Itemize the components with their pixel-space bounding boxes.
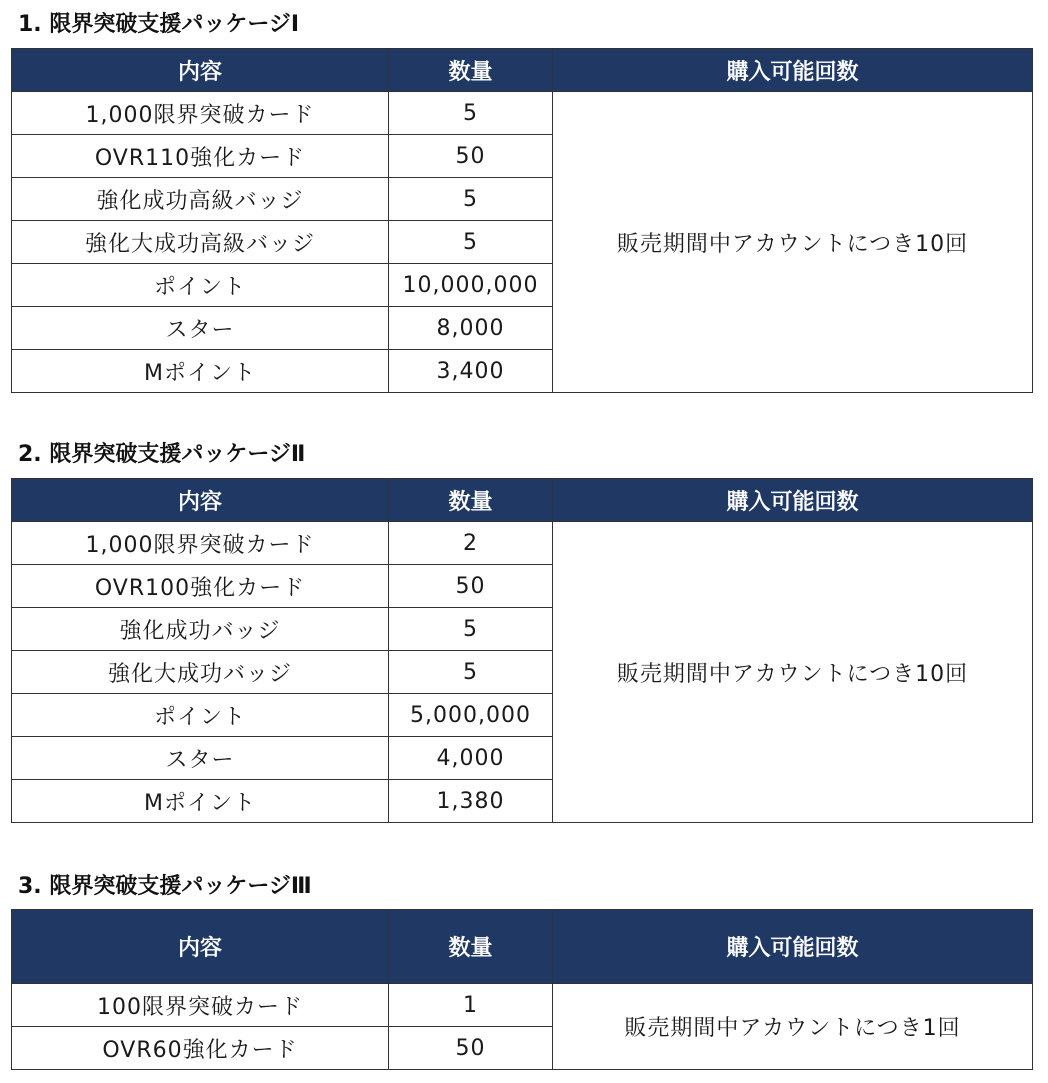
item-quantity: 5 <box>389 178 553 221</box>
item-name: OVR100強化カード <box>12 565 389 608</box>
item-quantity: 5,000,000 <box>389 694 553 737</box>
item-quantity: 50 <box>389 135 553 178</box>
package-3-title: 3. 限界突破支援パッケージⅢ <box>18 874 312 899</box>
header-purchase-limit: 購入可能回数 <box>553 479 1033 522</box>
table-row <box>12 522 1033 565</box>
table-header-row <box>12 479 1033 522</box>
header-quantity: 数量 <box>389 49 553 92</box>
item-name: Mポイント <box>12 780 389 823</box>
item-quantity: 5 <box>389 92 553 135</box>
item-name: 1,000限界突破カード <box>12 92 389 135</box>
item-quantity: 4,000 <box>389 737 553 780</box>
purchase-limit: 販売期間中アカウントにつき1回 <box>553 984 1033 1070</box>
item-quantity: 1,380 <box>389 780 553 823</box>
item-name: Mポイント <box>12 350 389 393</box>
item-name: 強化成功高級バッジ <box>12 178 389 221</box>
item-quantity: 5 <box>389 651 553 694</box>
item-quantity: 50 <box>389 1027 553 1070</box>
table-row <box>12 92 1033 135</box>
package-1-table <box>11 48 1033 393</box>
item-quantity: 2 <box>389 522 553 565</box>
table-header-row <box>12 910 1033 984</box>
item-name: スター <box>12 737 389 780</box>
purchase-limit: 販売期間中アカウントにつき10回 <box>553 522 1033 823</box>
header-quantity: 数量 <box>389 479 553 522</box>
table-header-row <box>12 49 1033 92</box>
item-name: 1,000限界突破カード <box>12 522 389 565</box>
purchase-limit: 販売期間中アカウントにつき10回 <box>553 92 1033 393</box>
package-2-title: 2. 限界突破支援パッケージⅡ <box>18 442 306 467</box>
header-purchase-limit: 購入可能回数 <box>553 910 1033 984</box>
item-quantity: 5 <box>389 608 553 651</box>
item-quantity: 5 <box>389 221 553 264</box>
package-3-table <box>11 909 1033 1070</box>
item-name: スター <box>12 307 389 350</box>
header-content: 内容 <box>12 49 389 92</box>
item-name: 強化大成功高級バッジ <box>12 221 389 264</box>
item-quantity: 50 <box>389 565 553 608</box>
item-name: 100限界突破カード <box>12 984 389 1027</box>
item-quantity: 8,000 <box>389 307 553 350</box>
item-name: ポイント <box>12 264 389 307</box>
header-content: 内容 <box>12 910 389 984</box>
header-quantity: 数量 <box>389 910 553 984</box>
item-quantity: 3,400 <box>389 350 553 393</box>
header-content: 内容 <box>12 479 389 522</box>
item-name: 強化大成功バッジ <box>12 651 389 694</box>
table-row <box>12 984 1033 1027</box>
item-quantity: 1 <box>389 984 553 1027</box>
package-2-table <box>11 478 1033 823</box>
item-quantity: 10,000,000 <box>389 264 553 307</box>
header-purchase-limit: 購入可能回数 <box>553 49 1033 92</box>
item-name: OVR60強化カード <box>12 1027 389 1070</box>
item-name: ポイント <box>12 694 389 737</box>
item-name: OVR110強化カード <box>12 135 389 178</box>
item-name: 強化成功バッジ <box>12 608 389 651</box>
package-1-title: 1. 限界突破支援パッケージⅠ <box>18 12 300 37</box>
